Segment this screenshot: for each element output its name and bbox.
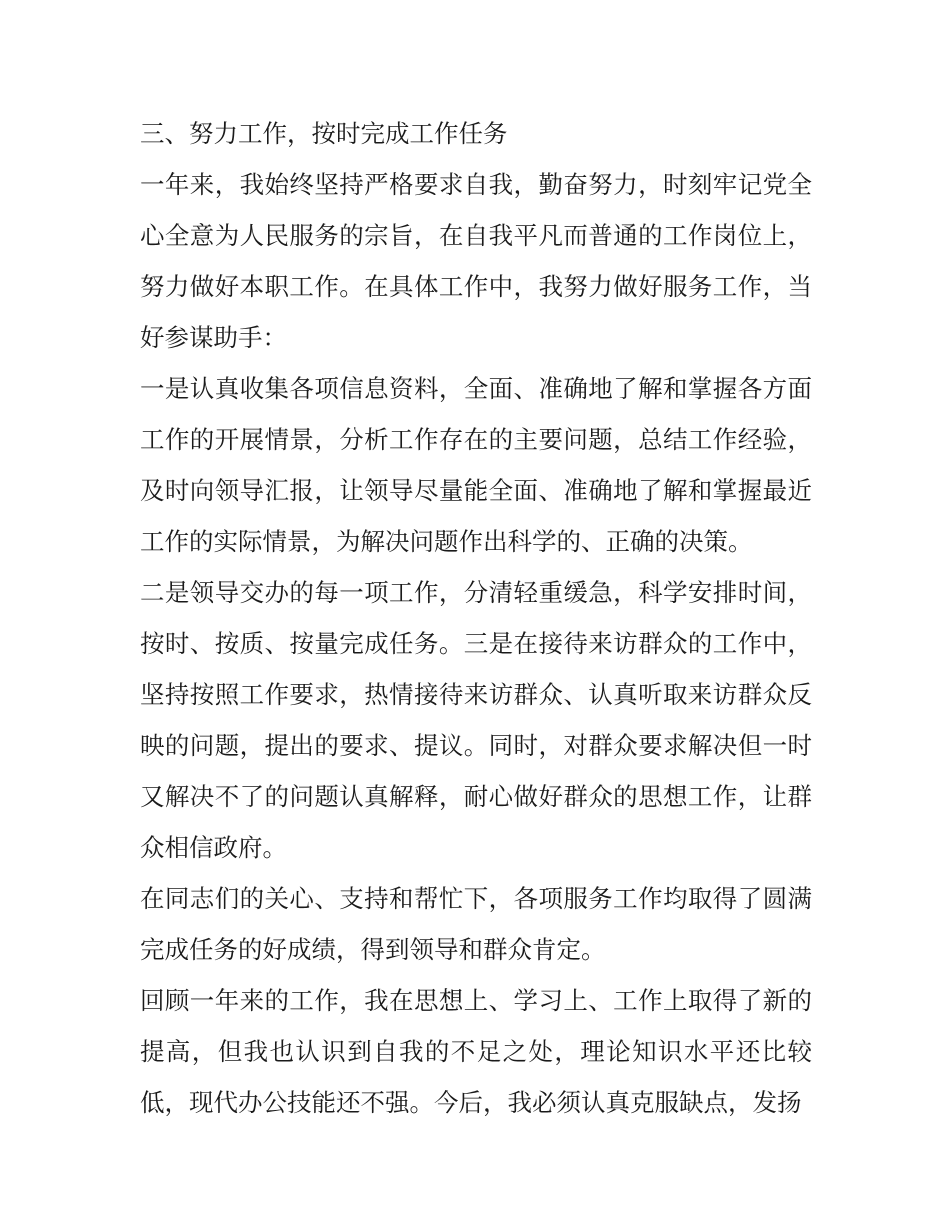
paragraph-review: 回顾一年来的工作，我在思想上、学习上、工作上取得了新的提高，但我也认识到自我的不足之处，理论知识水平还比较低，现代办公技能还不强。今后，我必须认真克服缺点，发扬 [140, 986, 812, 1117]
paragraph-point-two-three: 二是领导交办的每一项工作，分清轻重缓急，科学安排时间，按时、按质、按量完成任务。三是在接待来访群众的工作中，坚持按照工作要求，热情接待来访群众、认真听取来访群众反映的问题，提出的要求、提议。同时，对群众要求解决但一时又解决不了的问题认真解释，耐心做好群众的思想工作，让群众相信政府。 [140, 578, 812, 862]
paragraph-achievement: 在同志们的关心、支持和帮忙下，各项服务工作均取得了圆满完成任务的好成绩，得到领导和群众肯定。 [140, 884, 812, 964]
paragraph-point-one: 一是认真收集各项信息资料，全面、准确地了解和掌握各方面工作的开展情景，分析工作存在的主要问题，总结工作经验，及时向领导汇报，让领导尽量能全面、准确地了解和掌握最近工作的实际情景，为解决问题作出科学的、正确的决策。 [140, 374, 812, 556]
paragraph-intro: 一年来，我始终坚持严格要求自我，勤奋努力，时刻牢记党全心全意为人民服务的宗旨，在自我平凡而普通的工作岗位上，努力做好本职工作。在具体工作中，我努力做好服务工作，当好参谋助手： [140, 170, 812, 352]
document-body [140, 108, 812, 1128]
section-heading: 三、努力工作，按时完成工作任务 [140, 119, 508, 148]
